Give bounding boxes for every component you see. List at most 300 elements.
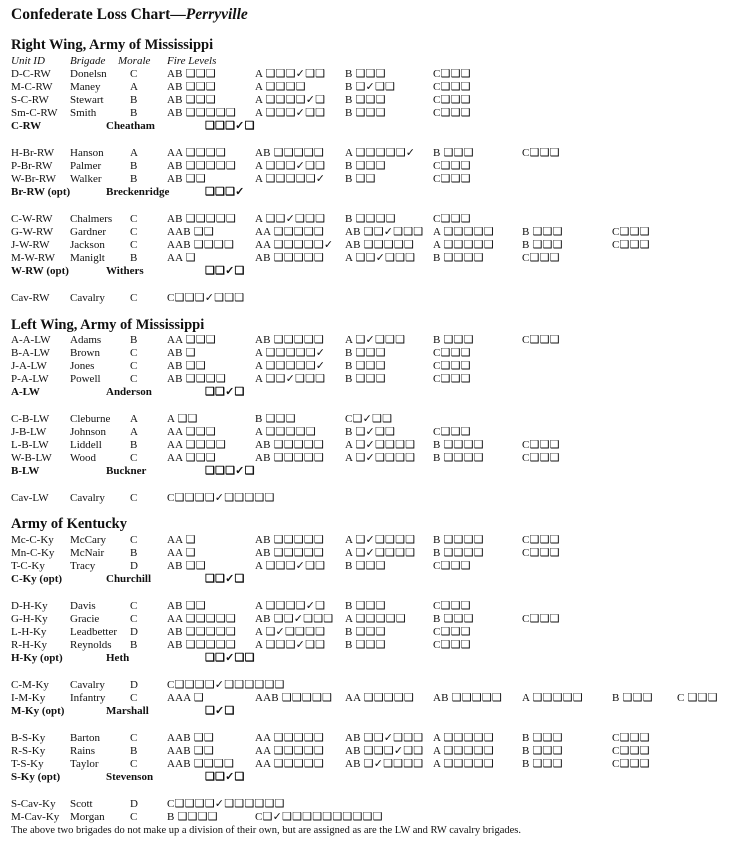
brigade-name: Cavalry [70, 679, 105, 691]
unit-id: C-W-RW [11, 213, 53, 225]
fire-level: A ❑✓❑❑❑❑ [255, 626, 326, 638]
fire-level: A ❑❑❑❑❑ [433, 239, 494, 251]
fire-level: A ❑❑❑❑✓❑ [255, 94, 326, 106]
unit-row [0, 679, 750, 692]
fire-level: AA ❑❑❑ [167, 334, 216, 346]
division-row [0, 652, 750, 665]
morale: C [130, 373, 138, 385]
unit-id: J-B-LW [11, 426, 47, 438]
fire-level: AB ❑✓❑❑❑❑ [345, 758, 424, 770]
unit-row [0, 239, 750, 252]
unit-row [0, 758, 750, 771]
fire-level: C❑❑❑ [522, 334, 560, 346]
brigade-name: Maniglt [70, 252, 105, 264]
fire-level: C❑❑❑ [433, 600, 471, 612]
fire-level: B ❑❑❑❑ [433, 439, 484, 451]
morale: C [130, 732, 138, 744]
fire-level: AB ❑❑❑ [167, 94, 216, 106]
morale: B [130, 173, 138, 185]
fire-level: B ❑❑❑ [345, 94, 386, 106]
unit-id: I-M-Ky [11, 692, 46, 704]
division-commander: Stevenson [106, 771, 154, 783]
unit-id: L-H-Ky [11, 626, 47, 638]
fire-level: B ❑❑❑ [433, 147, 474, 159]
section-heading: Right Wing, Army of Mississippi [11, 37, 214, 53]
fire-level: AB ❑❑❑❑❑ [167, 639, 236, 651]
fire-level: AAB ❑❑ [167, 226, 214, 238]
fire-level: C❑❑❑ [612, 745, 650, 757]
fire-level: C❑❑❑ [433, 160, 471, 172]
fire-level: AB ❑❑ [167, 600, 206, 612]
division-row [0, 186, 750, 199]
fire-level: AB ❑❑❑❑ [167, 373, 226, 385]
fire-level: A ❑❑❑❑ [255, 81, 306, 93]
unit-row [0, 226, 750, 239]
division-commander: Anderson [106, 386, 152, 398]
fire-level: B ❑❑❑❑ [433, 547, 484, 559]
division-row [0, 265, 750, 278]
fire-level: AB ❑❑❑❑❑ [167, 107, 236, 119]
brigade-name: McCary [70, 534, 107, 546]
fire-level: AAA ❑ [167, 692, 204, 704]
division-boxes: ❑❑✓❑ [205, 771, 245, 783]
fire-level: C❑❑❑ [522, 613, 560, 625]
fire-level: AB ❑❑❑❑❑ [167, 626, 236, 638]
unit-id: B-A-LW [11, 347, 50, 359]
fire-level: A ❑❑✓❑❑❑ [255, 213, 326, 225]
morale: A [130, 81, 138, 93]
fire-level: AA ❑❑❑❑❑ [167, 613, 236, 625]
morale: C [130, 347, 138, 359]
fire-level: A ❑❑✓❑❑❑ [255, 373, 326, 385]
fire-level: AB ❑❑ [167, 360, 206, 372]
fire-level: B ❑❑❑ [345, 68, 386, 80]
fire-level: C❑❑❑ [522, 147, 560, 159]
morale: C [130, 68, 138, 80]
header-unit-id: Unit ID [11, 55, 45, 67]
unit-row [0, 600, 750, 613]
morale: C [130, 452, 138, 464]
fire-level: B ❑❑❑ [522, 226, 563, 238]
fire-level: AA ❑ [167, 252, 196, 264]
unit-id: B-S-Ky [11, 732, 46, 744]
unit-id: G-H-Ky [11, 613, 48, 625]
brigade-name: Taylor [70, 758, 99, 770]
brigade-name: Smith [70, 107, 97, 119]
fire-level: AB ❑❑ [167, 560, 206, 572]
unit-row [0, 347, 750, 360]
fire-level: B ❑❑❑ [522, 758, 563, 770]
fire-level: AAB ❑❑❑❑ [167, 758, 235, 770]
unit-id: C-RW [11, 120, 42, 132]
unit-row [0, 160, 750, 173]
brigade-name: Brown [70, 347, 100, 359]
unit-row [0, 692, 750, 705]
brigade-name: Jones [70, 360, 95, 372]
unit-row [0, 798, 750, 811]
unit-row [0, 426, 750, 439]
morale: C [130, 613, 138, 625]
morale: A [130, 147, 138, 159]
brigade-name: Liddell [70, 439, 102, 451]
unit-row [0, 413, 750, 426]
unit-id: B-LW [11, 465, 40, 477]
morale: B [130, 94, 138, 106]
fire-level: A ❑❑❑❑❑ [433, 758, 494, 770]
brigade-name: Cavalry [70, 492, 105, 504]
column-header [0, 55, 750, 68]
brigade-name: Stewart [70, 94, 104, 106]
morale: B [130, 107, 138, 119]
unit-row [0, 613, 750, 626]
fire-level: AA ❑ [167, 534, 196, 546]
brigade-name: Barton [70, 732, 100, 744]
unit-row [0, 213, 750, 226]
unit-id: M-C-RW [11, 81, 53, 93]
page-title: Confederate Loss Chart—Perryville [11, 6, 248, 23]
morale: C [130, 692, 138, 704]
unit-id: Cav-RW [11, 292, 50, 304]
fire-level: C❑❑❑ [433, 173, 471, 185]
brigade-name: Davis [70, 600, 96, 612]
fire-level: C❑❑❑❑✓❑❑❑❑❑ [167, 492, 275, 504]
fire-level: B ❑❑❑ [522, 745, 563, 757]
fire-level: AB ❑❑❑❑❑ [255, 147, 324, 159]
brigade-name: Adams [70, 334, 102, 346]
fire-level: C❑❑❑ [522, 534, 560, 546]
fire-level: A ❑❑❑❑❑✓ [255, 360, 326, 372]
unit-id: C-Ky (opt) [11, 573, 63, 585]
fire-level: C❑❑❑ [433, 373, 471, 385]
fire-level: A ❑❑❑❑❑✓ [345, 147, 416, 159]
division-row [0, 386, 750, 399]
unit-id: C-M-Ky [11, 679, 49, 691]
unit-row [0, 547, 750, 560]
morale: C [130, 213, 138, 225]
fire-level: B ❑❑❑ [345, 373, 386, 385]
brigade-name: Reynolds [70, 639, 112, 651]
brigade-name: Gracie [70, 613, 100, 625]
unit-row [0, 373, 750, 386]
unit-row [0, 252, 750, 265]
fire-level: C❑❑❑✓❑❑❑ [167, 292, 245, 304]
unit-id: M-W-RW [11, 252, 55, 264]
unit-row [0, 68, 750, 81]
unit-id: P-A-LW [11, 373, 49, 385]
fire-level: AB ❑❑✓❑❑❑ [345, 226, 424, 238]
fire-level: B ❑❑❑ [345, 107, 386, 119]
division-boxes: ❑❑❑✓ [205, 186, 245, 198]
header-brigade: Brigade [70, 55, 106, 67]
fire-level: C❑❑❑ [612, 758, 650, 770]
morale: D [130, 560, 138, 572]
fire-level: B ❑❑❑ [345, 626, 386, 638]
fire-level: A ❑❑❑❑❑✓ [255, 347, 326, 359]
unit-row [0, 534, 750, 547]
fire-level: AA ❑❑❑❑❑ [345, 692, 414, 704]
unit-id: T-S-Ky [11, 758, 44, 770]
unit-id: Sm-C-RW [11, 107, 58, 119]
morale: B [130, 547, 138, 559]
unit-id: D-C-RW [11, 68, 51, 80]
fire-level: B ❑❑❑ [255, 413, 296, 425]
unit-id: S-Ky (opt) [11, 771, 61, 783]
fire-level: AB ❑❑❑❑❑ [167, 213, 236, 225]
brigade-name: Chalmers [70, 213, 113, 225]
fire-level: C❑❑❑ [433, 347, 471, 359]
fire-level: C❑❑❑ [433, 213, 471, 225]
fire-level: B ❑❑❑❑ [433, 252, 484, 264]
fire-level: A ❑✓❑❑❑❑ [345, 547, 416, 559]
fire-level: C❑❑❑ [433, 107, 471, 119]
morale: B [130, 160, 138, 172]
fire-level: C❑❑❑ [612, 732, 650, 744]
unit-id: A-LW [11, 386, 40, 398]
unit-id: W-RW (opt) [11, 265, 69, 277]
brigade-name: Johnson [70, 426, 107, 438]
unit-row [0, 811, 750, 824]
division-row [0, 705, 750, 718]
fire-level: B ❑❑❑❑ [433, 452, 484, 464]
fire-level: B ❑❑❑ [345, 360, 386, 372]
fire-level: C❑❑❑ [522, 439, 560, 451]
fire-level: C❑❑❑ [522, 547, 560, 559]
fire-level: AAB ❑❑ [167, 745, 214, 757]
header-fire-levels: Fire Levels [167, 55, 217, 67]
fire-level: C❑❑❑ [433, 639, 471, 651]
division-boxes: ❑❑❑✓❑ [205, 120, 255, 132]
unit-id: C-B-LW [11, 413, 50, 425]
unit-id: P-Br-RW [11, 160, 53, 172]
fire-level: C❑✓❑❑❑❑❑❑❑❑❑❑ [255, 811, 383, 823]
fire-level: A ❑✓❑❑❑❑ [345, 452, 416, 464]
division-commander: Cheatham [106, 120, 155, 132]
division-boxes: ❑❑❑✓❑ [205, 465, 255, 477]
fire-level: C❑❑❑ [433, 360, 471, 372]
morale: C [130, 534, 138, 546]
unit-id: W-Br-RW [11, 173, 56, 185]
brigade-name: Infantry [70, 692, 106, 704]
unit-row [0, 639, 750, 652]
division-commander: Withers [106, 265, 144, 277]
fire-level: AA ❑ [167, 547, 196, 559]
fire-level: C❑❑❑ [522, 252, 560, 264]
unit-id: Cav-LW [11, 492, 49, 504]
fire-level: AB ❑❑❑❑❑ [433, 692, 502, 704]
fire-level: AB ❑ [167, 347, 196, 359]
fire-level: AB ❑❑ [167, 173, 206, 185]
fire-level: AB ❑❑❑❑❑ [167, 160, 236, 172]
unit-row [0, 745, 750, 758]
morale: A [130, 426, 138, 438]
brigade-name: Cavalry [70, 292, 105, 304]
unit-id: A-A-LW [11, 334, 51, 346]
fire-level: C❑❑❑❑✓❑❑❑❑❑❑ [167, 679, 285, 691]
fire-level: AAB ❑❑ [167, 732, 214, 744]
fire-level: B ❑❑❑ [522, 732, 563, 744]
morale: B [130, 439, 138, 451]
unit-row [0, 360, 750, 373]
fire-level: A ❑❑❑❑❑ [433, 745, 494, 757]
unit-id: L-B-LW [11, 439, 49, 451]
fire-level: A ❑❑❑✓❑❑ [255, 560, 326, 572]
fire-level: B ❑❑❑❑ [167, 811, 218, 823]
fire-level: A ❑❑❑✓❑❑ [255, 68, 326, 80]
fire-level: B ❑❑❑ [433, 334, 474, 346]
fire-level: B ❑❑❑ [345, 639, 386, 651]
fire-level: C❑❑❑ [433, 426, 471, 438]
division-commander: Churchill [106, 573, 152, 585]
fire-level: AB ❑❑❑❑❑ [345, 239, 414, 251]
unit-id: R-H-Ky [11, 639, 48, 651]
morale: C [130, 239, 138, 251]
fire-level: A ❑❑❑❑❑ [433, 732, 494, 744]
fire-level: C❑❑❑ [433, 81, 471, 93]
section-heading: Army of Kentucky [11, 516, 127, 532]
unit-row [0, 560, 750, 573]
section-heading: Left Wing, Army of Mississippi [11, 317, 205, 333]
unit-row [0, 439, 750, 452]
brigade-name: McNair [70, 547, 105, 559]
brigade-name: Morgan [70, 811, 105, 823]
fire-level: A ❑✓❑❑❑❑ [345, 439, 416, 451]
unit-row [0, 94, 750, 107]
morale: C [130, 492, 138, 504]
unit-id: Mn-C-Ky [11, 547, 55, 559]
unit-row [0, 452, 750, 465]
brigade-name: Cleburne [70, 413, 111, 425]
unit-row [0, 626, 750, 639]
fire-level: AAB ❑❑❑❑❑ [255, 692, 333, 704]
unit-id: D-H-Ky [11, 600, 48, 612]
unit-row [0, 732, 750, 745]
division-boxes: ❑❑✓❑❑ [205, 652, 255, 664]
fire-level: A ❑❑❑✓❑❑ [255, 160, 326, 172]
fire-level: B ❑❑❑❑ [433, 534, 484, 546]
fire-level: B ❑❑❑ [345, 347, 386, 359]
fire-level: C❑❑❑ [522, 452, 560, 464]
morale: B [130, 252, 138, 264]
brigade-name: Scott [70, 798, 93, 810]
fire-level: B ❑❑❑❑ [345, 213, 396, 225]
unit-id: M-Cav-Ky [11, 811, 60, 823]
morale: C [130, 600, 138, 612]
fire-level: AB ❑❑❑ [167, 81, 216, 93]
morale: D [130, 679, 138, 691]
fire-level: B ❑❑❑ [345, 600, 386, 612]
morale: C [130, 811, 138, 823]
division-commander: Buckner [106, 465, 147, 477]
division-boxes: ❑❑✓❑ [205, 386, 245, 398]
fire-level: A ❑✓❑❑❑ [345, 334, 406, 346]
morale: B [130, 334, 138, 346]
unit-id: S-C-RW [11, 94, 49, 106]
fire-level: AA ❑❑❑❑❑✓ [255, 239, 334, 251]
morale: D [130, 798, 138, 810]
brigade-name: Gardner [70, 226, 107, 238]
morale: C [130, 758, 138, 770]
morale: C [130, 292, 138, 304]
fire-level: AB ❑❑❑❑❑ [255, 534, 324, 546]
brigade-name: Hanson [70, 147, 104, 159]
division-commander: Breckenridge [106, 186, 170, 198]
unit-id: H-Br-RW [11, 147, 55, 159]
unit-id: S-Cav-Ky [11, 798, 56, 810]
fire-level: A ❑❑❑❑❑ [345, 613, 406, 625]
fire-level: AA ❑❑❑ [167, 452, 216, 464]
unit-row [0, 292, 750, 305]
fire-level: AA ❑❑❑❑❑ [255, 745, 324, 757]
fire-level: B ❑❑❑ [522, 239, 563, 251]
unit-id: Br-RW (opt) [11, 186, 71, 198]
header-morale: Morale [118, 55, 151, 67]
morale: C [130, 360, 138, 372]
fire-level: AA ❑❑❑❑ [167, 439, 226, 451]
division-boxes: ❑❑✓❑ [205, 265, 245, 277]
fire-level: B ❑❑❑ [345, 160, 386, 172]
fire-level: AB ❑❑✓❑❑❑ [345, 732, 424, 744]
unit-row [0, 173, 750, 186]
fire-level: AB ❑❑❑❑❑ [255, 439, 324, 451]
fire-level: AB ❑❑✓❑❑❑ [255, 613, 334, 625]
brigade-name: Rains [70, 745, 96, 757]
fire-level: A ❑❑❑✓❑❑ [255, 639, 326, 651]
unit-row [0, 107, 750, 120]
fire-level: A ❑❑✓❑❑❑ [345, 252, 416, 264]
brigade-name: Jackson [70, 239, 105, 251]
brigade-name: Powell [70, 373, 101, 385]
fire-level: AA ❑❑❑ [167, 426, 216, 438]
fire-level: AA ❑❑❑❑ [167, 147, 226, 159]
fire-level: AB ❑❑❑❑❑ [255, 547, 324, 559]
division-row [0, 465, 750, 478]
brigade-name: Wood [70, 452, 97, 464]
unit-id: J-W-RW [11, 239, 50, 251]
brigade-name: Tracy [70, 560, 96, 572]
fire-level: A ❑❑❑❑✓❑ [255, 600, 326, 612]
fire-level: B ❑✓❑❑ [345, 426, 396, 438]
fire-level: A ❑❑❑❑❑✓ [255, 173, 326, 185]
fire-level: C❑✓❑❑ [345, 413, 393, 425]
division-row [0, 573, 750, 586]
fire-level: B ❑✓❑❑ [345, 81, 396, 93]
unit-id: G-W-RW [11, 226, 54, 238]
fire-level: C❑❑❑ [433, 560, 471, 572]
fire-level: AA ❑❑❑❑❑ [255, 732, 324, 744]
fire-level: C❑❑❑ [433, 68, 471, 80]
fire-level: A ❑❑❑✓❑❑ [255, 107, 326, 119]
morale: C [130, 226, 138, 238]
fire-level: AAB ❑❑❑❑ [167, 239, 235, 251]
division-row [0, 120, 750, 133]
unit-row [0, 334, 750, 347]
morale: D [130, 626, 138, 638]
brigade-name: Walker [70, 173, 102, 185]
fire-level: C❑❑❑ [612, 239, 650, 251]
unit-id: R-S-Ky [11, 745, 46, 757]
fire-level: AB ❑❑❑✓❑❑ [345, 745, 424, 757]
fire-level: C❑❑❑ [612, 226, 650, 238]
footnote: The above two brigades do not make up a division of their own, but are assigned as are the LW and RW cavalry brigades. [11, 825, 521, 836]
unit-id: H-Ky (opt) [11, 652, 63, 664]
unit-id: M-Ky (opt) [11, 705, 65, 717]
morale: B [130, 745, 138, 757]
morale: A [130, 413, 138, 425]
unit-row [0, 492, 750, 505]
unit-id: Mc-C-Ky [11, 534, 54, 546]
division-row [0, 771, 750, 784]
brigade-name: Leadbetter [70, 626, 118, 638]
